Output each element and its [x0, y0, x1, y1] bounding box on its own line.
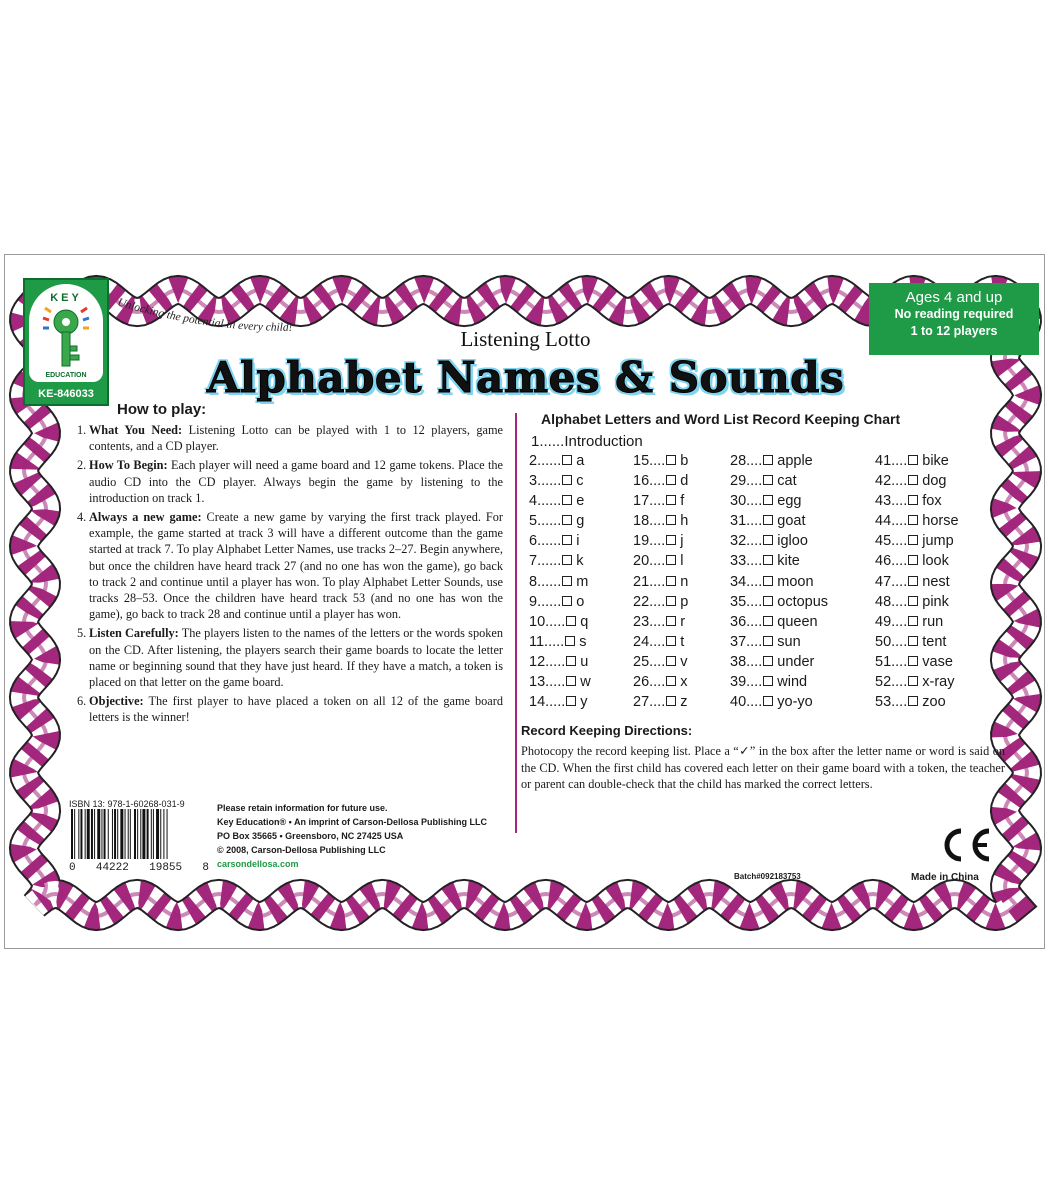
checkbox[interactable] — [565, 636, 575, 646]
word-row — [633, 493, 688, 513]
track-number: 13..... — [529, 674, 566, 691]
batch-number: Batch#092183753 — [734, 872, 801, 881]
track-word: p — [680, 593, 689, 610]
word-row — [633, 674, 688, 694]
checkbox[interactable] — [908, 475, 918, 485]
barcode-bars — [69, 809, 209, 861]
step-body — [89, 625, 503, 690]
checkbox[interactable] — [908, 535, 918, 545]
logo-sub: EDUCATION — [45, 372, 87, 379]
word-column-3 — [730, 453, 828, 714]
checkbox[interactable] — [562, 495, 572, 505]
checkbox[interactable] — [908, 455, 918, 465]
product-card — [4, 254, 1045, 949]
track-number: 33.... — [730, 553, 763, 570]
checkbox[interactable] — [908, 596, 918, 606]
word-row — [529, 654, 591, 674]
word-row — [730, 694, 828, 714]
track-word: m — [576, 573, 589, 590]
checkbox[interactable] — [763, 636, 773, 646]
track-number: 6...... — [529, 533, 562, 550]
track-number: 46.... — [875, 553, 908, 570]
track-number: 45.... — [875, 533, 908, 550]
track-word: j — [680, 533, 684, 550]
how-to-play-heading: How to play: — [117, 401, 207, 418]
checkbox[interactable] — [763, 656, 773, 666]
checkbox[interactable] — [763, 535, 773, 545]
track-number: 43.... — [875, 493, 908, 510]
how-to-step — [77, 625, 503, 690]
step-number: 1. — [77, 423, 87, 437]
track-number: 36.... — [730, 613, 763, 630]
track-number: 40.... — [730, 694, 763, 711]
word-row — [730, 674, 828, 694]
track-word: zoo — [922, 694, 946, 711]
checkbox[interactable] — [562, 596, 572, 606]
reading-line: No reading required — [894, 307, 1014, 321]
track-word: vase — [922, 653, 953, 670]
copyright-line: © 2008, Carson-Dellosa Publishing LLC — [217, 845, 386, 855]
word-row — [730, 654, 828, 674]
word-row — [529, 453, 591, 473]
track-number: 28.... — [730, 453, 763, 469]
barcode-digits — [69, 862, 209, 874]
track-number: 12..... — [529, 653, 566, 670]
barcode-digit-group: 0 — [69, 862, 76, 874]
checkbox[interactable] — [763, 495, 773, 505]
checkbox[interactable] — [566, 676, 576, 686]
track-number: 19.... — [633, 533, 666, 550]
track-word: o — [576, 593, 585, 610]
track-number: 24.... — [633, 633, 666, 650]
step-body — [89, 457, 503, 506]
track-number: 22.... — [633, 593, 666, 610]
barcode — [69, 799, 215, 879]
word-row — [875, 493, 959, 513]
word-row — [633, 614, 688, 634]
track-word: t — [680, 633, 685, 650]
step-text: Each player will need a game board and 12 game tokens. Place the audio CD into the CD player. Always begin the game by listening to the introduction on track 1. — [89, 458, 503, 505]
chart-heading: Alphabet Letters and Word List Record Keeping Chart — [541, 411, 901, 427]
checkbox[interactable] — [763, 555, 773, 565]
track-number: 32.... — [730, 533, 763, 550]
barcode-digit-group: 44222 — [95, 862, 129, 874]
track-word: moon — [777, 573, 814, 590]
track-number: 51.... — [875, 653, 908, 670]
track-number: 3...... — [529, 473, 562, 490]
checkbox[interactable] — [666, 455, 676, 465]
column-divider — [515, 413, 517, 833]
intro-row: 1......Introduction — [531, 433, 643, 450]
word-row — [529, 473, 591, 493]
track-word: tent — [922, 633, 947, 650]
word-row — [730, 634, 828, 654]
word-row — [875, 473, 959, 493]
step-text: The first player to have placed a token on all 12 of the game board letters is the winner! — [89, 694, 503, 725]
track-word: q — [580, 613, 589, 630]
track-word: v — [680, 653, 688, 670]
how-to-step — [77, 509, 503, 622]
word-row — [529, 533, 591, 553]
word-row — [875, 533, 959, 553]
word-row — [633, 513, 688, 533]
word-row — [875, 594, 959, 614]
step-number: 4. — [77, 510, 87, 525]
checkbox[interactable] — [908, 495, 918, 505]
track-number: 44.... — [875, 513, 908, 530]
how-to-step — [77, 693, 503, 725]
checkbox[interactable] — [666, 676, 676, 686]
track-number: 26.... — [633, 674, 666, 691]
word-row — [529, 493, 591, 513]
track-word: apple — [777, 453, 813, 469]
word-row — [875, 654, 959, 674]
word-row — [633, 634, 688, 654]
checkbox[interactable] — [763, 676, 773, 686]
track-number: 29.... — [730, 473, 763, 490]
players-line: 1 to 12 players — [910, 324, 998, 338]
logo-brand: KEY — [50, 292, 82, 304]
page-title: Alphabet Names & Sounds — [206, 353, 845, 402]
checkbox[interactable] — [666, 535, 676, 545]
track-number: 17.... — [633, 493, 666, 510]
address-line: PO Box 35665 • Greensboro, NC 27425 USA — [217, 831, 404, 841]
checkbox[interactable] — [908, 515, 918, 525]
track-word: s — [579, 633, 587, 650]
step-label: Listen Carefully: — [89, 626, 179, 641]
track-number: 49.... — [875, 613, 908, 630]
track-number: 38.... — [730, 653, 763, 670]
step-label: Objective: — [89, 694, 144, 709]
product-code: KE-846033 — [38, 388, 94, 400]
checkbox[interactable] — [763, 455, 773, 465]
checkbox[interactable] — [666, 495, 676, 505]
track-number: 30.... — [730, 493, 763, 510]
track-word: l — [680, 553, 684, 570]
word-row — [875, 453, 959, 473]
track-word: f — [680, 493, 685, 510]
track-number: 5...... — [529, 513, 562, 530]
barcode-digit-group: 8 — [202, 862, 209, 874]
word-row — [633, 574, 688, 594]
track-word: u — [580, 653, 589, 670]
track-word: goat — [777, 513, 806, 530]
step-number: 5. — [77, 626, 87, 641]
word-row — [633, 694, 688, 714]
checkbox[interactable] — [562, 455, 572, 465]
step-label: Always a new game: — [89, 510, 202, 525]
track-word: pink — [922, 593, 949, 610]
record-keeping-heading: Record Keeping Directions: — [521, 723, 693, 738]
word-row — [875, 553, 959, 573]
track-number: 52.... — [875, 674, 908, 691]
track-word: w — [580, 674, 591, 691]
track-number: 7...... — [529, 553, 562, 570]
checkbox[interactable] — [763, 576, 773, 586]
word-row — [529, 574, 591, 594]
checkbox[interactable] — [562, 576, 572, 586]
track-word: e — [576, 493, 585, 510]
track-number: 53.... — [875, 694, 908, 711]
track-word: nest — [922, 573, 950, 590]
word-row — [529, 553, 591, 573]
word-row — [633, 473, 688, 493]
checkbox[interactable] — [566, 696, 576, 706]
track-number: 15.... — [633, 453, 666, 469]
checkbox[interactable] — [908, 696, 918, 706]
track-word: x — [680, 674, 688, 691]
track-word: g — [576, 513, 585, 530]
made-in: Made in China — [911, 872, 979, 883]
retain-note: Please retain information for future use. — [217, 803, 388, 813]
isbn: ISBN 13: 978-1-60268-031-9 — [69, 799, 185, 809]
word-row — [730, 533, 828, 553]
step-text: Listening Lotto can be played with 1 to 12 players, game contents, and a CD player. — [89, 423, 503, 454]
checkbox[interactable] — [666, 515, 676, 525]
imprint-line: Key Education® • An imprint of Carson-Dellosa Publishing LLC — [217, 817, 487, 827]
word-column-4 — [875, 453, 959, 714]
track-number: 21.... — [633, 573, 666, 590]
track-number: 20.... — [633, 553, 666, 570]
checkbox[interactable] — [666, 696, 676, 706]
how-to-step — [77, 422, 503, 454]
track-number: 11..... — [529, 633, 565, 650]
checkbox[interactable] — [763, 475, 773, 485]
checkbox[interactable] — [562, 555, 572, 565]
word-row — [529, 674, 591, 694]
checkbox[interactable] — [908, 656, 918, 666]
step-body — [89, 422, 503, 454]
word-row — [633, 533, 688, 553]
track-number: 42.... — [875, 473, 908, 490]
track-number: 16.... — [633, 473, 666, 490]
checkbox[interactable] — [666, 576, 676, 586]
word-row — [633, 453, 688, 473]
word-row — [730, 614, 828, 634]
checkbox[interactable] — [763, 616, 773, 626]
word-row — [529, 694, 591, 714]
checkbox[interactable] — [666, 616, 676, 626]
track-word: a — [576, 453, 585, 469]
word-row — [529, 513, 591, 533]
step-label: How To Begin: — [89, 458, 168, 473]
track-number: 14..... — [529, 694, 566, 711]
checkbox[interactable] — [666, 656, 676, 666]
track-word: fox — [922, 493, 942, 510]
track-word: run — [922, 613, 944, 630]
publisher-link[interactable]: carsondellosa.com — [217, 859, 299, 869]
track-word: n — [680, 573, 689, 590]
how-to-play-steps — [77, 422, 503, 729]
checkbox[interactable] — [666, 475, 676, 485]
step-number: 2. — [77, 458, 87, 473]
word-row — [529, 634, 591, 654]
track-word: igloo — [777, 533, 808, 550]
word-row — [875, 574, 959, 594]
ages-line: Ages 4 and up — [905, 289, 1003, 306]
track-word: octopus — [777, 593, 829, 610]
word-row — [730, 574, 828, 594]
word-row — [875, 694, 959, 714]
word-row — [633, 654, 688, 674]
ce-mark-icon — [937, 825, 993, 865]
word-row — [875, 614, 959, 634]
track-word: y — [580, 694, 588, 711]
track-word: yo-yo — [777, 694, 813, 711]
track-word: b — [680, 453, 689, 469]
track-number: 8...... — [529, 573, 562, 590]
record-keeping-text: Photocopy the record keeping list. Place a “✓” in the box after the letter name or word is said on the CD. When the first child has covered each letter on their game board with a token, the teacher or parent can double-check that the child has marked the correct letters. — [521, 744, 1005, 791]
track-word: h — [680, 513, 689, 530]
word-row — [875, 674, 959, 694]
track-number: 47.... — [875, 573, 908, 590]
checkbox[interactable] — [666, 555, 676, 565]
checkbox[interactable] — [562, 475, 572, 485]
checkbox[interactable] — [763, 596, 773, 606]
track-number: 41.... — [875, 453, 908, 469]
track-number: 25.... — [633, 653, 666, 670]
track-word: sun — [777, 633, 801, 650]
checkbox[interactable] — [908, 616, 918, 626]
checkbox[interactable] — [566, 616, 576, 626]
track-word: under — [777, 653, 815, 670]
word-row — [529, 614, 591, 634]
step-text: Create a new game by varying the first track played. For example, the game started at track 3 will have a different outcome than the game started at track 7. To play Alphabet Letter Names, use tracks 2–27. Begin anywhere, but once the children have heard track 27 (and no one has won the game), go back to track 2 and continue until a player has won. To play Alphabet Letter Sounds, use tracks 28–53. Once the children have heard track 53 (and no one has won the game), go back to track 28 and continue until a player has won. — [89, 510, 503, 622]
checkbox[interactable] — [763, 515, 773, 525]
track-word: z — [680, 694, 688, 711]
step-label: What You Need: — [89, 423, 183, 437]
checkbox[interactable] — [763, 696, 773, 706]
word-column-1 — [529, 453, 591, 714]
publisher-info — [217, 801, 487, 871]
track-word: jump — [922, 533, 954, 550]
checkbox[interactable] — [562, 515, 572, 525]
track-word: i — [576, 533, 580, 550]
step-body — [89, 509, 503, 622]
word-row — [875, 513, 959, 533]
word-row — [730, 513, 828, 533]
how-to-step — [77, 457, 503, 506]
track-word: k — [576, 553, 584, 570]
word-row — [529, 594, 591, 614]
word-row — [633, 553, 688, 573]
step-text: The players listen to the names of the letters or the words spoken on the CD. After listening, the players search their game boards to locate the letter name or beginning sound that they have just heard. If they have a match, a token is placed on that letter on the game board. — [89, 626, 503, 690]
checkbox[interactable] — [908, 676, 918, 686]
step-number: 6. — [77, 694, 87, 709]
track-word: queen — [777, 613, 818, 630]
checkbox[interactable] — [566, 656, 576, 666]
word-row — [730, 594, 828, 614]
word-row — [730, 553, 828, 573]
track-word: look — [922, 553, 949, 570]
checkbox[interactable] — [908, 576, 918, 586]
track-number: 31.... — [730, 513, 763, 530]
track-number: 23.... — [633, 613, 666, 630]
checkbox[interactable] — [666, 636, 676, 646]
track-word: wind — [777, 674, 808, 691]
track-number: 37.... — [730, 633, 763, 650]
word-row — [730, 493, 828, 513]
barcode-digit-group: 19855 — [149, 862, 183, 874]
checkbox[interactable] — [908, 555, 918, 565]
track-word: cat — [777, 473, 797, 490]
track-number: 4...... — [529, 493, 562, 510]
track-number: 2...... — [529, 453, 562, 469]
step-body — [89, 693, 503, 725]
track-word: egg — [777, 493, 802, 510]
checkbox[interactable] — [666, 596, 676, 606]
track-word: horse — [922, 513, 959, 530]
track-word: d — [680, 473, 689, 490]
track-number: 34.... — [730, 573, 763, 590]
track-number: 39.... — [730, 674, 763, 691]
word-row — [730, 453, 828, 473]
track-word: dog — [922, 473, 947, 490]
subtitle: Listening Lotto — [460, 327, 591, 351]
word-row — [730, 473, 828, 493]
track-number: 50.... — [875, 633, 908, 650]
track-number: 10..... — [529, 613, 566, 630]
track-word: x-ray — [922, 674, 955, 691]
track-word: r — [680, 613, 686, 630]
word-row — [875, 634, 959, 654]
tagline-text: Unlocking the potential in every child! — [116, 297, 293, 334]
track-word: kite — [777, 553, 800, 570]
track-number: 35.... — [730, 593, 763, 610]
tagline — [113, 297, 383, 334]
track-number: 18.... — [633, 513, 666, 530]
track-number: 9...... — [529, 593, 562, 610]
track-word: bike — [922, 453, 949, 469]
track-word: c — [576, 473, 584, 490]
word-row — [633, 594, 688, 614]
track-number: 48.... — [875, 593, 908, 610]
track-number: 27.... — [633, 694, 666, 711]
checkbox[interactable] — [562, 535, 572, 545]
checkbox[interactable] — [908, 636, 918, 646]
word-column-2 — [633, 453, 688, 714]
